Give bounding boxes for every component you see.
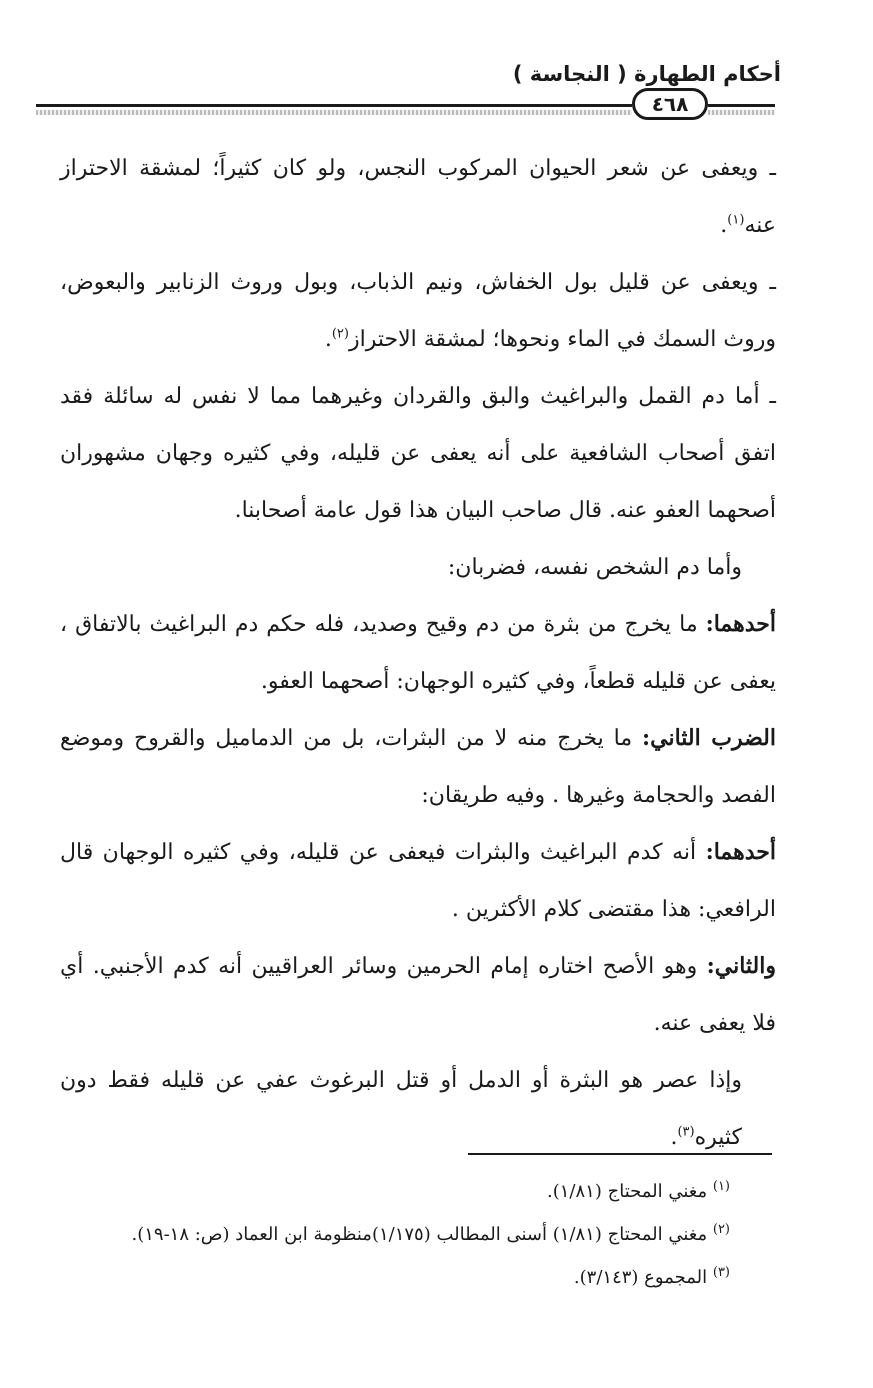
footnote-number: (٣) <box>712 1265 730 1280</box>
footnote-number: (٢) <box>712 1222 730 1237</box>
paragraph: وأما دم الشخص نفسه، فضربان: <box>447 555 742 580</box>
running-header-title: أحكام الطهارة ( النجاسة ) <box>512 62 781 86</box>
header-rule-pattern <box>708 110 775 115</box>
footnote: $^{(٢)}$ مغني المحتاج (١/٨١) أسنى المطالب (١/١٧٥)منظومة ابن العماد (ص: ١٨-١٩). <box>131 1222 730 1245</box>
term-label: أحدهما: <box>705 839 776 865</box>
footnote-ref: (٣) <box>677 1124 695 1140</box>
footnote-ref: (٢) <box>331 326 349 342</box>
header-rule-pattern <box>36 110 632 115</box>
term-label: أحدهما: <box>705 611 776 637</box>
footnote-ref: (١) <box>727 212 745 228</box>
page-number-badge: ٤٦٨ <box>632 88 708 120</box>
footnote: $^{(١)}$ مغني المحتاج (١/٨١). <box>547 1179 730 1202</box>
paragraph: وإذا عصر هو البثرة أو الدمل أو قتل البرغوث عفي عن قليله فقط دون كثيره$^{(٣)}$. <box>60 1068 742 1150</box>
paragraph: ـ أما دم القمل والبراغيث والبق والقردان وغيرهما مما لا نفس له سائلة فقد اتفق أصحاب الشافعية على أنه يعفى عن قليله، وفي كثيره وجهان مشهوران أصحهما العفو عنه. قال صاحب البيان هذا قول عامة أصحابنا. <box>60 384 776 523</box>
footnote-separator <box>468 1153 772 1155</box>
body-text <box>60 140 776 1166</box>
footnotes <box>40 1170 730 1299</box>
paragraph: أحدهما: ما يخرج من بثرة من دم وقيح وصديد، فله حكم دم البراغيث بالاتفاق ، يعفى عن قليله قطعاً، وفي كثيره الوجهان: أصحهما العفو. <box>60 611 776 694</box>
paragraph: ـ ويعفى عن قليل بول الخفاش، ونيم الذباب، وبول وروث الزنابير والبعوض، وروث السمك في الماء ونحوها؛ لمشقة الاحتراز$^{(٢)}$. <box>60 270 776 352</box>
paragraph: والثاني: وهو الأصح اختاره إمام الحرمين وسائر العراقيين أنه كدم الأجنبي. أي فلا يعفى عنه. <box>60 953 776 1036</box>
header-rule <box>36 104 632 107</box>
term-label: الضرب الثاني: <box>641 725 776 751</box>
term-label: والثاني: <box>706 953 776 979</box>
paragraph: ـ ويعفى عن شعر الحيوان المركوب النجس، ولو كان كثيراً؛ لمشقة الاحتراز عنه$^{(١)}$. <box>60 156 776 238</box>
footnote-number: (١) <box>712 1179 730 1194</box>
footnote: $^{(٣)}$ المجموع (٣/١٤٣). <box>573 1265 730 1288</box>
header-rule <box>708 104 775 107</box>
paragraph: أحدهما: أنه كدم البراغيث والبثرات فيعفى عن قليله، وفي كثيره الوجهان قال الرافعي: هذا مقتضى كلام الأكثرين . <box>60 839 776 922</box>
paragraph: الضرب الثاني: ما يخرج منه لا من البثرات، بل من الدماميل والقروح وموضع الفصد والحجامة وغيرها . وفيه طريقان: <box>60 725 776 808</box>
